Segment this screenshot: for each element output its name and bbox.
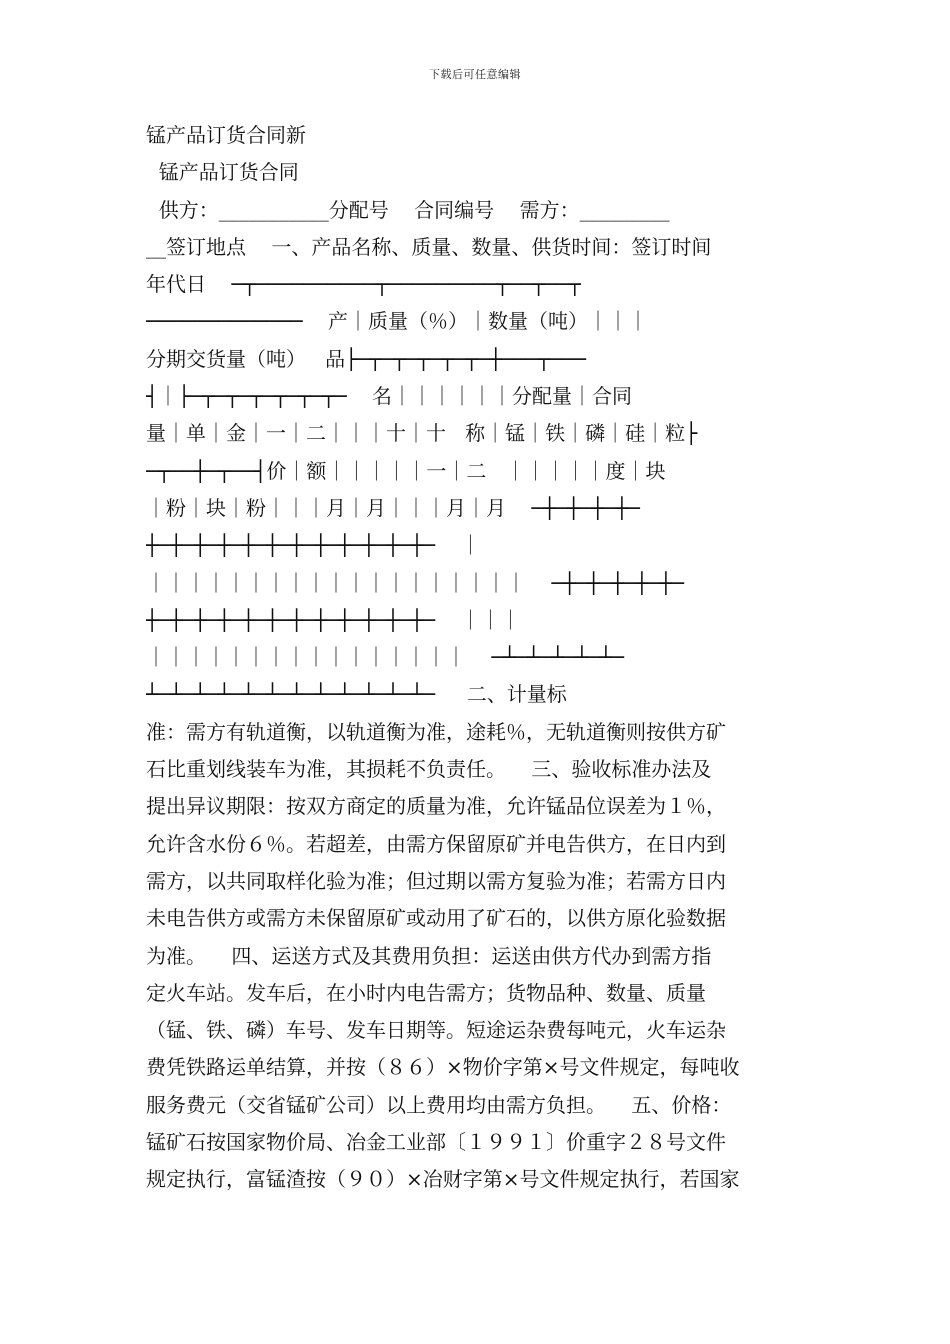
text-line: 锰矿石按国家物价局、冶金工业部〔１９９１〕价重字２８号文件: [146, 1130, 726, 1155]
text-line: ┼─┼─┼─┼─┼─┼─┼─┼─┼─┼─┼─┼─ ｜: [146, 533, 481, 558]
text-line: __签订地点 一、产品名称、质量、数量、供货时间：签订时间: [146, 234, 712, 259]
text-line: （锰、铁、磷）车号、发车日期等。短途运杂费每吨元，火车运杂: [146, 1018, 726, 1043]
text-line: 费凭铁路运单结算，并按（８６）×物价字第×号文件规定，每吨收: [146, 1055, 740, 1080]
text-line: 准：需方有轨道衡，以轨道衡为准，途耗％，无轨道衡则按供方矿: [146, 719, 726, 744]
text-line: ｜｜｜｜｜｜｜｜｜｜｜｜｜｜｜｜ ─┴─┴─┴─┴─┴─: [146, 645, 624, 670]
subtitle-line: 锰产品订货合同: [146, 160, 299, 185]
text-line: ┼─┼─┼─┼─┼─┼─┼─┼─┼─┼─┼─┼─ ｜｜｜: [146, 607, 521, 632]
text-line: 需方，以共同取样化验为准；但过期以需方复验为准；若需方日内: [146, 868, 726, 893]
text-line: 石比重划线装车为准，其损耗不负责任。 三、验收标准办法及: [146, 757, 712, 782]
text-line: 分期交货量（吨） 品├─┬─┬─┬─┬─┬─┼───┬───: [146, 346, 586, 371]
text-line: 量｜单｜金｜一｜二｜｜｜十｜十 称｜锰｜铁｜磷｜硅｜粒├: [146, 421, 698, 446]
text-line: 允许含水份６％。若超差，由需方保留原矿并电告供方，在日内到: [146, 831, 726, 856]
text-line: 供方：___________分配号 合同编号 需方：_________: [146, 197, 670, 222]
title-line: 锰产品订货合同新: [146, 123, 306, 147]
text-line: 服务费元（交省锰矿公司）以上费用均由需方负担。 五、价格：: [146, 1092, 732, 1117]
text-line: 定火车站。发车后，在小时内电告需方；货物品种、数量、质量: [146, 980, 706, 1005]
text-line: 未电告供方或需方未保留原矿或动用了矿石的，以供方原化验数据: [146, 906, 726, 931]
text-line: 提出异议期限：按双方商定的质量为准，允许锰品位误差为１％，: [146, 794, 726, 819]
page-header-note: 下载后可任意编辑: [429, 68, 521, 81]
text-line: ─┬──┼─┬──┤价｜额｜｜｜｜｜一｜二 ｜｜｜｜｜度｜块: [146, 458, 666, 483]
text-line: ───────────── 产｜质量（％）｜数量（吨）｜｜｜: [146, 309, 648, 334]
text-line: 年代日 ─┬──────────┬─────────┬──┬──┬: [146, 272, 581, 297]
text-line: ｜｜｜｜｜｜｜｜｜｜｜｜｜｜｜｜｜｜｜ ─┼─┼─┼─┼─┼─: [146, 570, 684, 595]
text-line: ｜粉｜块｜粉｜｜｜月｜月｜｜｜月｜月 ─┼─┼─┼─┼─: [146, 495, 640, 520]
document-body: [146, 117, 811, 1199]
text-line: ┤｜├─┬─┬─┬─┬─┬─┬─ 名｜｜｜｜｜｜分配量｜合同: [146, 384, 633, 409]
text-line: 为准。 四、运送方式及其费用负担：运送由供方代办到需方指: [146, 943, 712, 968]
text-line: ┴─┴─┴─┴─┴─┴─┴─┴─┴─┴─┴─┴─ 二、计量标: [146, 682, 567, 707]
text-line: 规定执行，富锰渣按（９０）×冶财字第×号文件规定执行，若国家: [146, 1167, 740, 1192]
